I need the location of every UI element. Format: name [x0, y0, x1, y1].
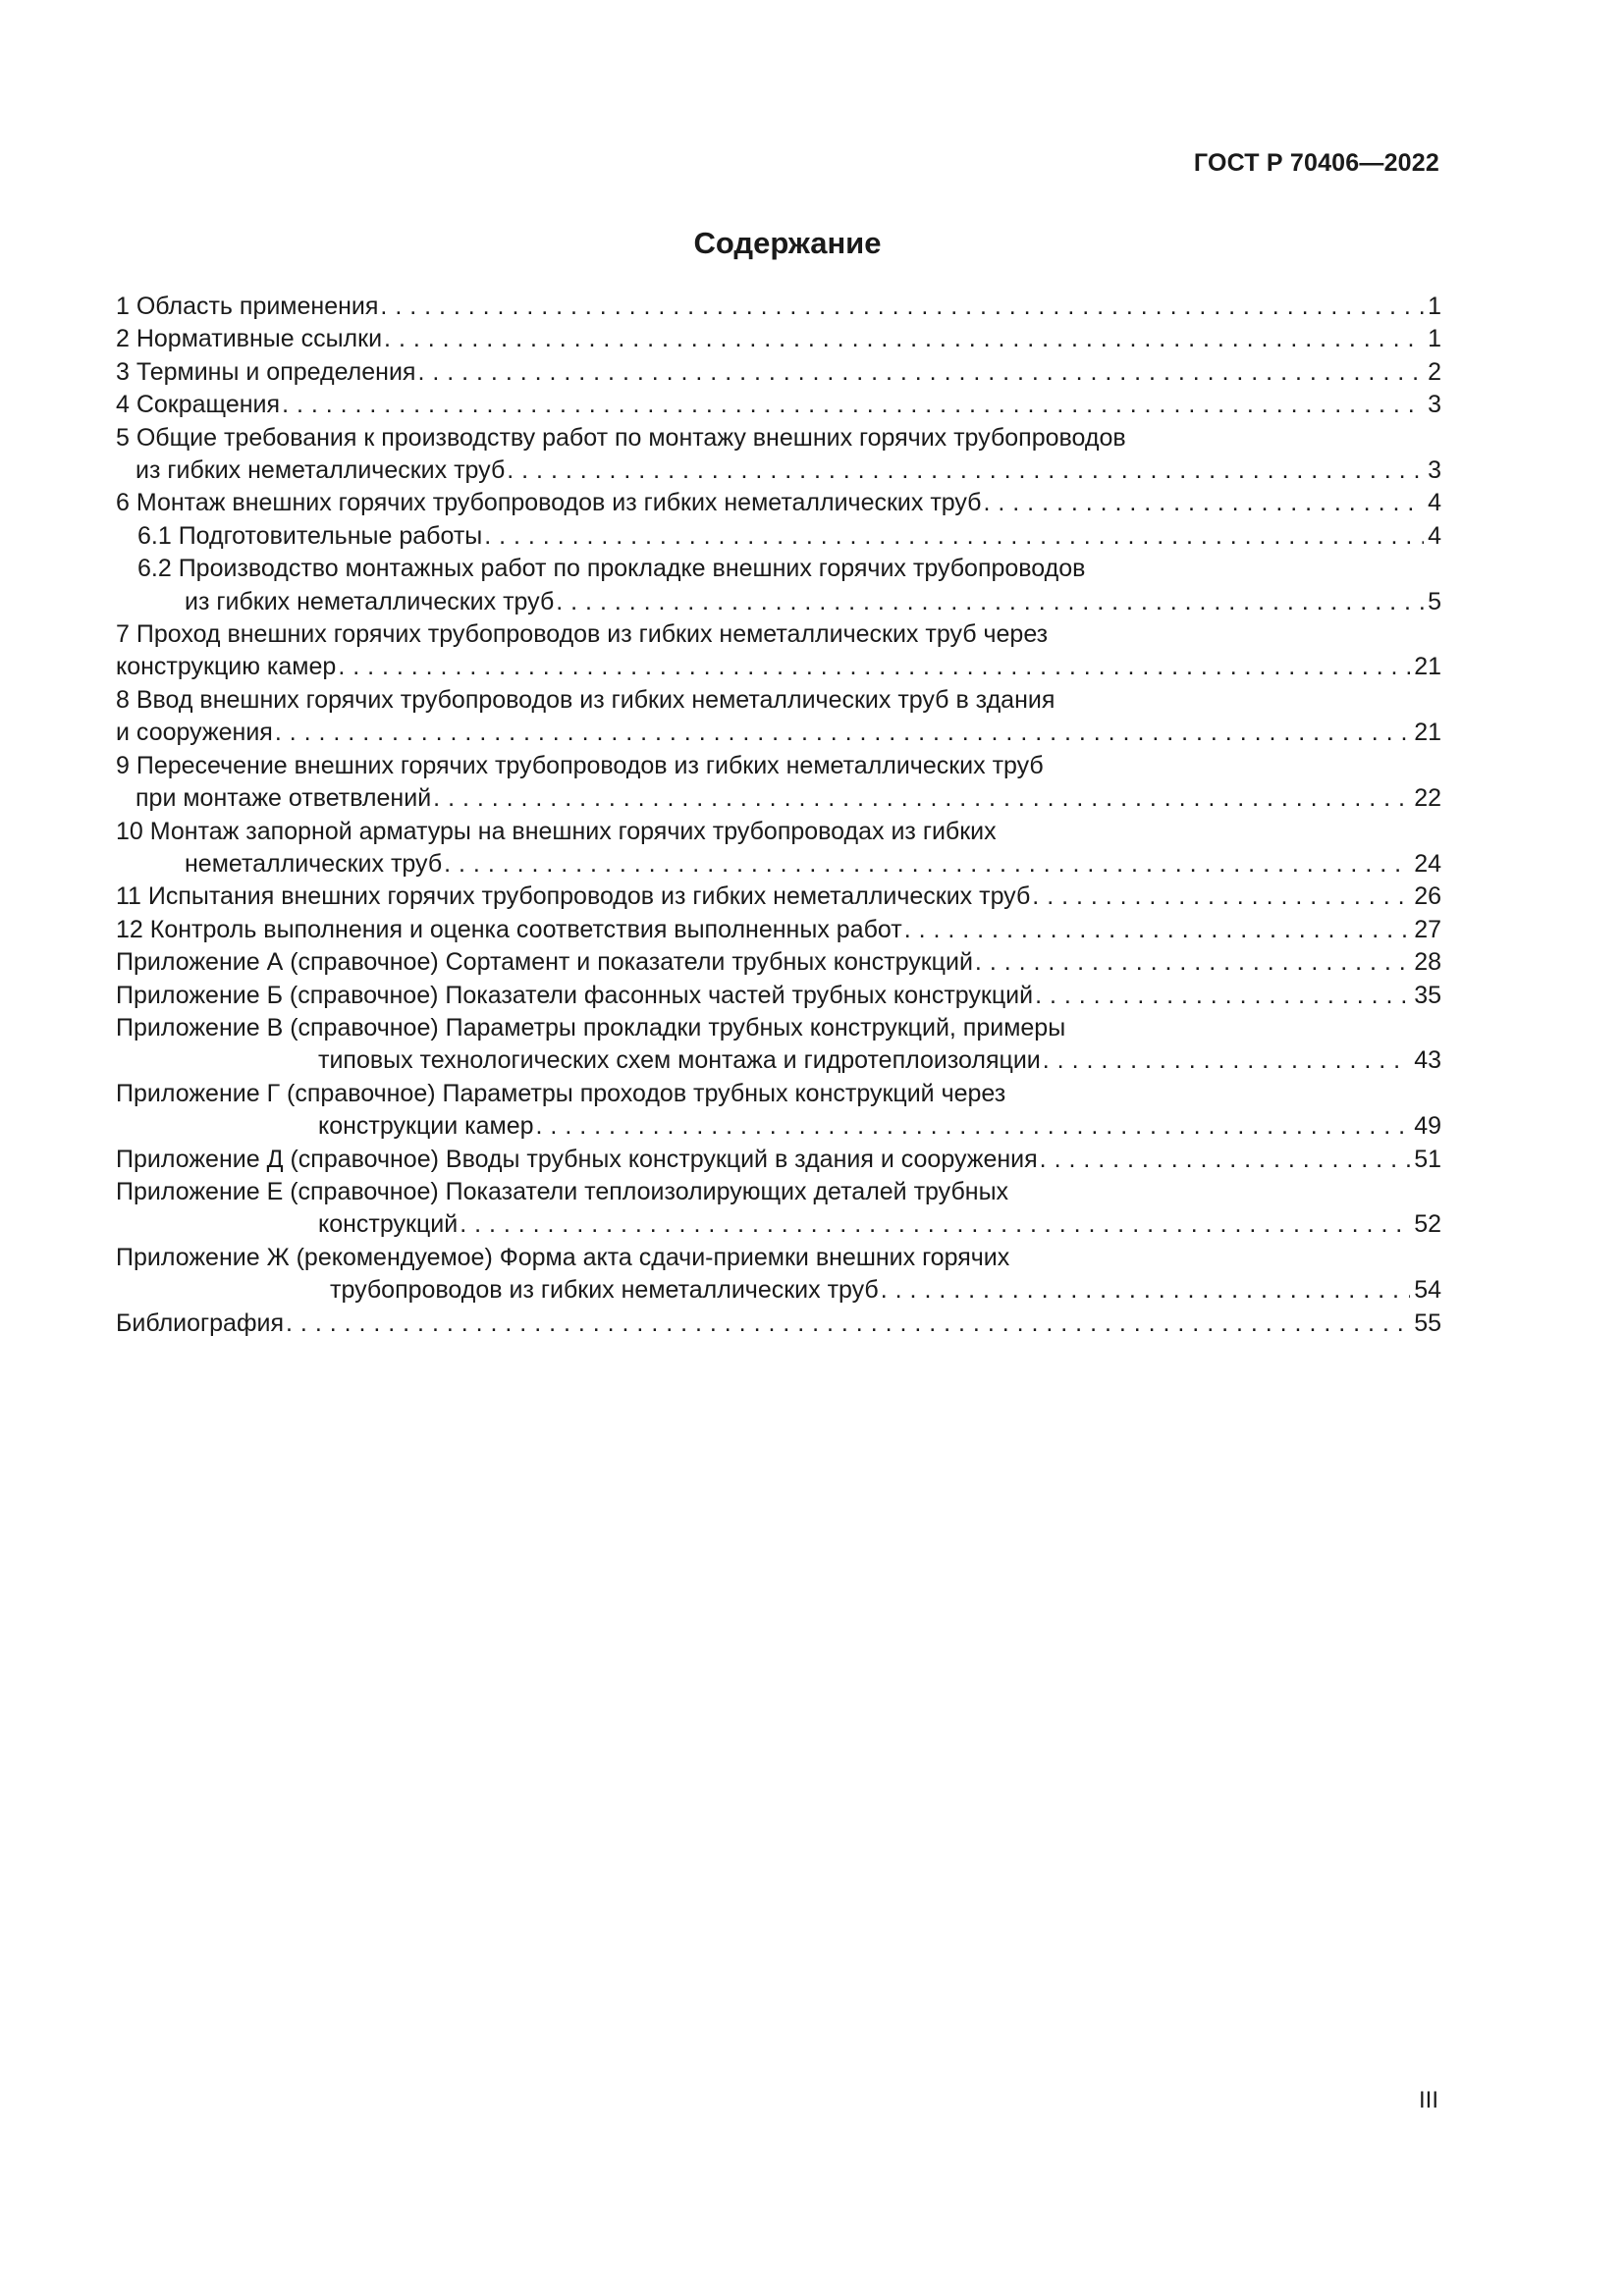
toc-page-number: 3 [1428, 391, 1441, 419]
toc-entry-text: Приложение Ж (рекомендуемое) Форма акта сдачи-приемки внешних горячих [116, 1243, 1010, 1271]
toc-page-number: 4 [1428, 521, 1441, 550]
toc-entry-7[interactable] [116, 618, 1441, 684]
toc-leader [484, 520, 1424, 553]
toc-leader [433, 782, 1410, 815]
toc-page-number: 4 [1428, 489, 1441, 517]
toc-leader [975, 946, 1410, 979]
table-of-contents [116, 291, 1441, 1340]
toc-entry-text: 3 Термины и определения [116, 357, 416, 386]
toc-entry-9[interactable] [116, 750, 1441, 816]
toc-entry-text: 11 Испытания внешних горячих трубопроводов из гибких неметаллических труб [116, 882, 1031, 911]
page-number: III [1418, 2087, 1438, 2113]
toc-entry-text-cont: конструкции камер [318, 1112, 534, 1141]
toc-page-number: 2 [1428, 357, 1441, 386]
toc-entry-text-cont: неметаллических труб [185, 849, 443, 878]
toc-entry-11[interactable] [116, 881, 1441, 913]
toc-entry-text: Приложение Г (справочное) Параметры проходов трубных конструкций через [116, 1079, 1006, 1107]
toc-entry-text-cont: и сооружения [116, 719, 273, 747]
document-code: ГОСТ Р 70406—2022 [1193, 149, 1439, 177]
toc-entry-text: 8 Ввод внешних горячих трубопроводов из гибких неметаллических труб в здания [116, 685, 1056, 714]
toc-leader [556, 586, 1424, 618]
toc-entry-text: 6.1 Подготовительные работы [137, 521, 483, 550]
toc-page-number: 5 [1428, 587, 1441, 615]
toc-entry-6-2[interactable] [116, 553, 1441, 618]
toc-leader [1035, 980, 1410, 1012]
toc-entry-appendix-a[interactable] [116, 946, 1441, 979]
toc-entry-text: 6 Монтаж внешних горячих трубопроводов из гибких неметаллических труб [116, 489, 982, 517]
toc-entry-text: Приложение Д (справочное) Вводы трубных конструкций в здания и сооружения [116, 1145, 1038, 1173]
toc-entry-text: 9 Пересечение внешних горячих трубопроводов из гибких неметаллических труб [116, 751, 1044, 779]
toc-leader [507, 454, 1424, 487]
toc-leader [984, 487, 1425, 519]
toc-title: Содержание [693, 226, 882, 260]
toc-leader [536, 1110, 1411, 1143]
toc-entry-appendix-g[interactable] [116, 1078, 1441, 1144]
toc-entry-appendix-zh[interactable] [116, 1242, 1441, 1308]
toc-leader [1040, 1144, 1411, 1176]
toc-page-number: 35 [1414, 981, 1441, 1009]
toc-leader [275, 717, 1410, 749]
toc-entry-text: 10 Монтаж запорной арматуры на внешних горячих трубопроводах из гибких [116, 817, 997, 845]
toc-entry-text: 1 Область применения [116, 293, 379, 320]
toc-entry-bibliography[interactable] [116, 1308, 1441, 1340]
toc-leader [384, 323, 1424, 355]
toc-leader [1043, 1044, 1410, 1077]
toc-leader [338, 651, 1410, 683]
toc-leader [460, 1208, 1410, 1241]
toc-leader [417, 356, 1424, 389]
toc-entry-6-1[interactable] [116, 520, 1441, 553]
toc-page-number: 52 [1414, 1210, 1441, 1239]
toc-entry-8[interactable] [116, 684, 1441, 750]
toc-entry-1[interactable] [116, 291, 1441, 323]
toc-entry-text: 7 Проход внешних горячих трубопроводов из гибких неметаллических труб через [116, 620, 1049, 649]
toc-page-number: 22 [1414, 784, 1441, 813]
toc-page-number: 49 [1414, 1112, 1441, 1141]
toc-page-number: 21 [1414, 653, 1441, 681]
toc-page-number: 43 [1414, 1046, 1441, 1075]
toc-leader [904, 914, 1410, 946]
toc-leader [881, 1274, 1410, 1307]
toc-entry-text: 6.2 Производство монтажных работ по прокладке внешних горячих трубопроводов [137, 555, 1086, 583]
toc-page-number: 26 [1414, 882, 1441, 911]
toc-entry-text: Приложение А (справочное) Сортамент и показатели трубных конструкций [116, 948, 973, 977]
toc-entry-text: Библиография [116, 1308, 285, 1337]
toc-entry-5[interactable] [116, 422, 1441, 488]
toc-entry-text: 5 Общие требования к производству работ по монтажу внешних горячих трубопроводов [116, 423, 1126, 452]
toc-page-number: 51 [1414, 1145, 1441, 1173]
toc-leader [282, 389, 1424, 421]
toc-entry-text-cont: из гибких неметаллических труб [185, 587, 555, 615]
toc-entry-2[interactable] [116, 323, 1441, 355]
toc-entry-text: 4 Сокращения [116, 391, 281, 419]
toc-entry-text-cont: конструкций [318, 1210, 459, 1239]
toc-page-number: 1 [1428, 293, 1441, 320]
toc-entry-4[interactable] [116, 389, 1441, 421]
toc-page-number: 21 [1414, 719, 1441, 747]
toc-page-number: 24 [1414, 849, 1441, 878]
toc-page-number: 1 [1428, 325, 1441, 353]
toc-entry-text: 12 Контроль выполнения и оценка соответствия выполненных работ [116, 915, 902, 943]
toc-entry-text: Приложение Е (справочное) Показатели теплоизолирующих деталей трубных [116, 1177, 1009, 1205]
toc-entry-10[interactable] [116, 816, 1441, 881]
toc-entry-appendix-d[interactable] [116, 1144, 1441, 1176]
toc-entry-text: 2 Нормативные ссылки [116, 325, 383, 353]
toc-page-number: 28 [1414, 948, 1441, 977]
toc-leader [380, 291, 1424, 323]
toc-entry-text: Приложение В (справочное) Параметры прокладки трубных конструкций, примеры [116, 1013, 1066, 1041]
toc-entry-12[interactable] [116, 914, 1441, 946]
toc-entry-text-cont: при монтаже ответвлений [135, 784, 432, 813]
toc-page-number: 55 [1414, 1308, 1441, 1337]
toc-entry-text-cont: типовых технологических схем монтажа и гидротеплоизоляции [318, 1046, 1041, 1075]
toc-page-number: 54 [1414, 1276, 1441, 1305]
toc-entry-text-cont: из гибких неметаллических труб [135, 456, 506, 485]
toc-entry-3[interactable] [116, 356, 1441, 389]
toc-entry-text: Приложение Б (справочное) Показатели фасонных частей трубных конструкций [116, 981, 1034, 1009]
toc-leader [1032, 881, 1410, 913]
toc-entry-appendix-b[interactable] [116, 980, 1441, 1012]
toc-entry-appendix-v[interactable] [116, 1012, 1441, 1078]
toc-entry-text-cont: трубопроводов из гибких неметаллических труб [330, 1276, 879, 1305]
toc-leader [286, 1308, 1410, 1340]
toc-leader [444, 848, 1410, 881]
toc-entry-text-cont: конструкцию камер [116, 653, 337, 681]
toc-page-number: 27 [1414, 915, 1441, 943]
toc-entry-6[interactable] [116, 487, 1441, 519]
toc-entry-appendix-e[interactable] [116, 1176, 1441, 1242]
toc-page-number: 3 [1428, 456, 1441, 485]
